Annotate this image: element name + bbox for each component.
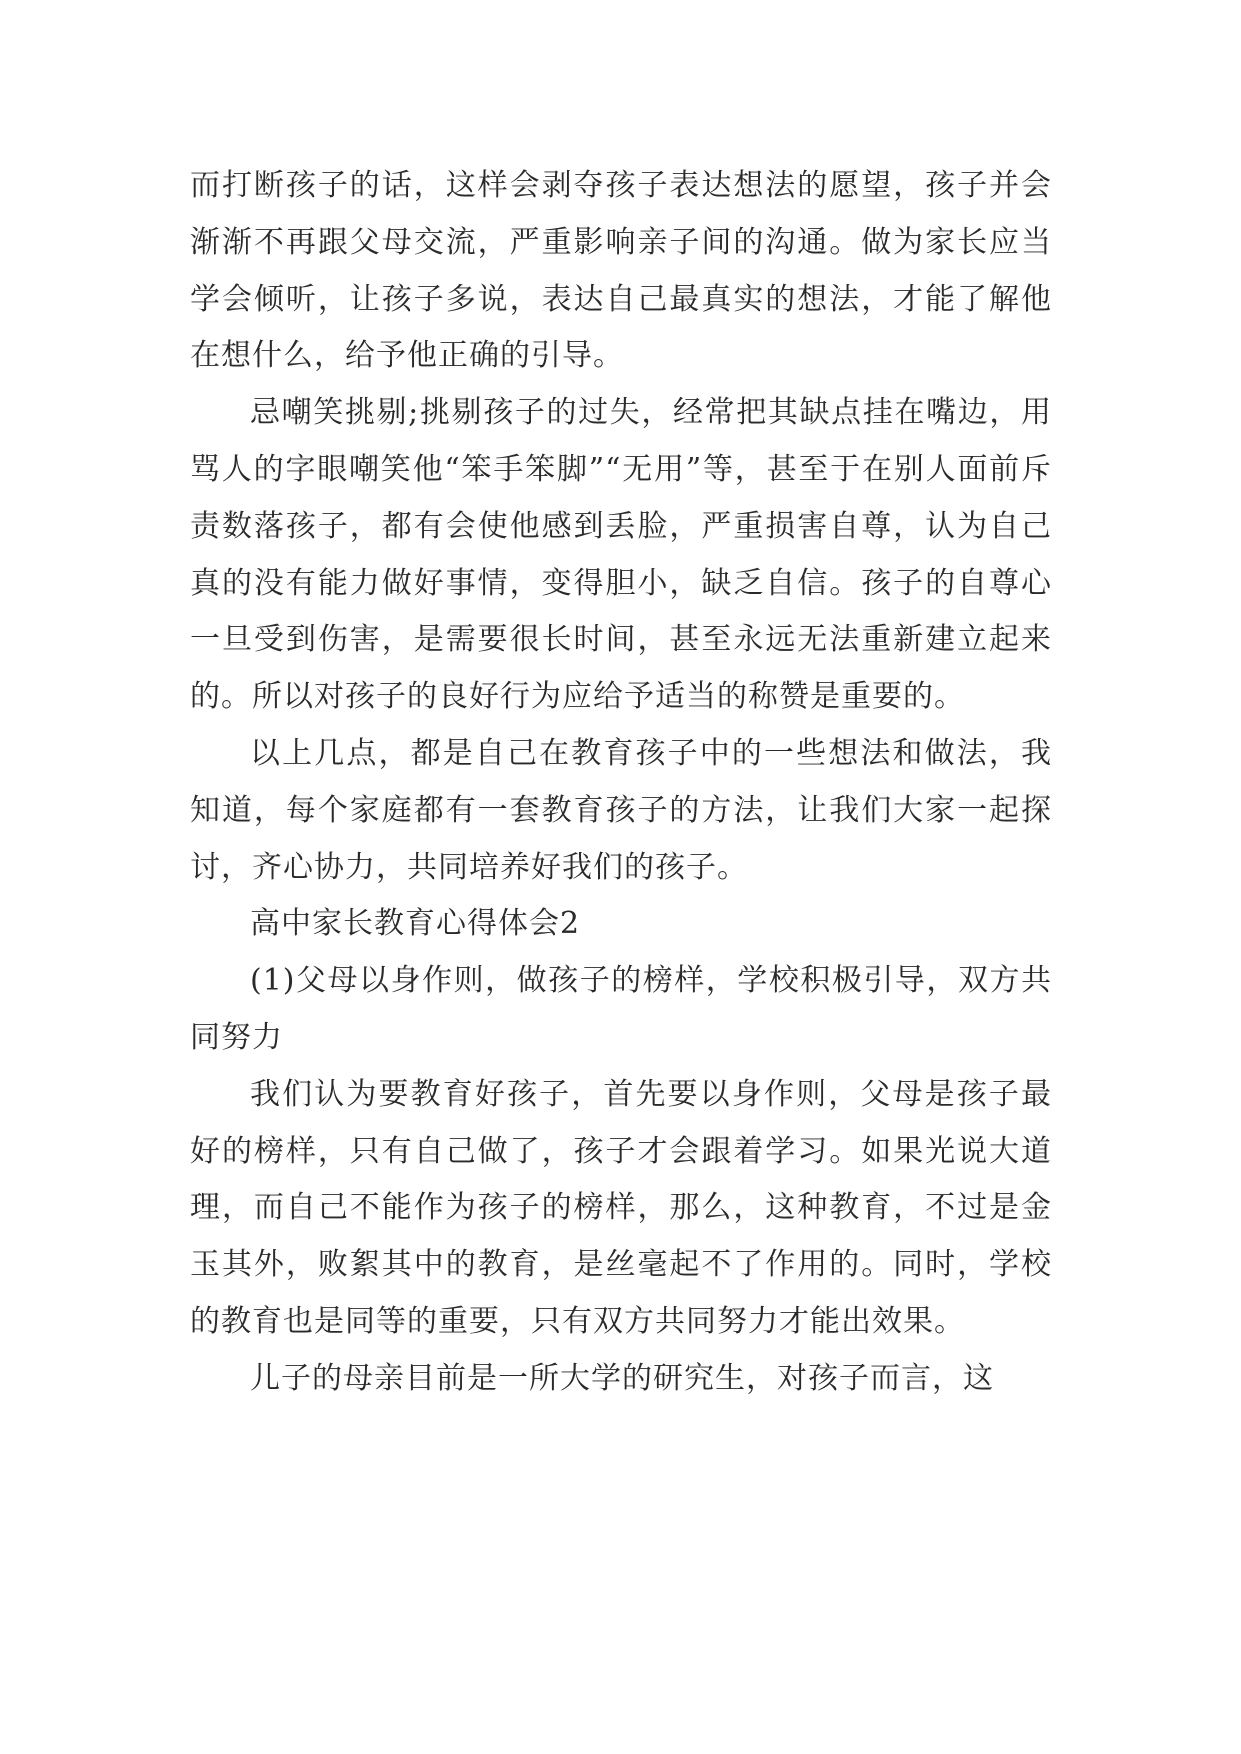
document-body: [190, 158, 1052, 1408]
paragraph-3: 以上几点，都是自己在教育孩子中的一些想法和做法，我知道，每个家庭都有一套教育孩子的方法，让我们大家一起探讨，齐心协力，共同培养好我们的孩子。: [190, 735, 1052, 885]
paragraph-6: 我们认为要教育好孩子，首先要以身作则，父母是孩子最好的榜样，只有自己做了，孩子才会跟着学习。如果光说大道理，而自己不能作为孩子的榜样，那么，这种教育，不过是金玉其外，败絮其中的教育，是丝毫起不了作用的。同时，学校的教育也是同等的重要，只有双方共同努力才能出效果。: [190, 1076, 1052, 1339]
paragraph-subheading-1: (1)父母以身作则，做孩子的榜样，学校积极引导，双方共同努力: [190, 963, 1052, 1055]
paragraph-1: 而打断孩子的话，这样会剥夺孩子表达想法的愿望，孩子并会渐渐不再跟父母交流，严重影响亲子间的沟通。做为家长应当学会倾听，让孩子多说，表达自己最真实的想法，才能了解他在想什么，给予他正确的引导。: [190, 168, 1052, 374]
paragraph-2: 忌嘲笑挑剔;挑剔孩子的过失，经常把其缺点挂在嘴边，用骂人的字眼嘲笑他“笨手笨脚”“无用”等，甚至于在别人面前斥责数落孩子，都有会使他感到丢脸，严重损害自尊，认为自己真的没有能力做好事情，变得胆小，缺乏自信。孩子的自尊心一旦受到伤害，是需要很长时间，甚至永远无法重新建立起来的。所以对孩子的良好行为应给予适当的称赞是重要的。: [190, 395, 1052, 715]
section-heading: 高中家长教育心得体会2: [250, 906, 581, 942]
paragraph-7: 儿子的母亲目前是一所大学的研究生，对孩子而言，这: [250, 1360, 994, 1396]
